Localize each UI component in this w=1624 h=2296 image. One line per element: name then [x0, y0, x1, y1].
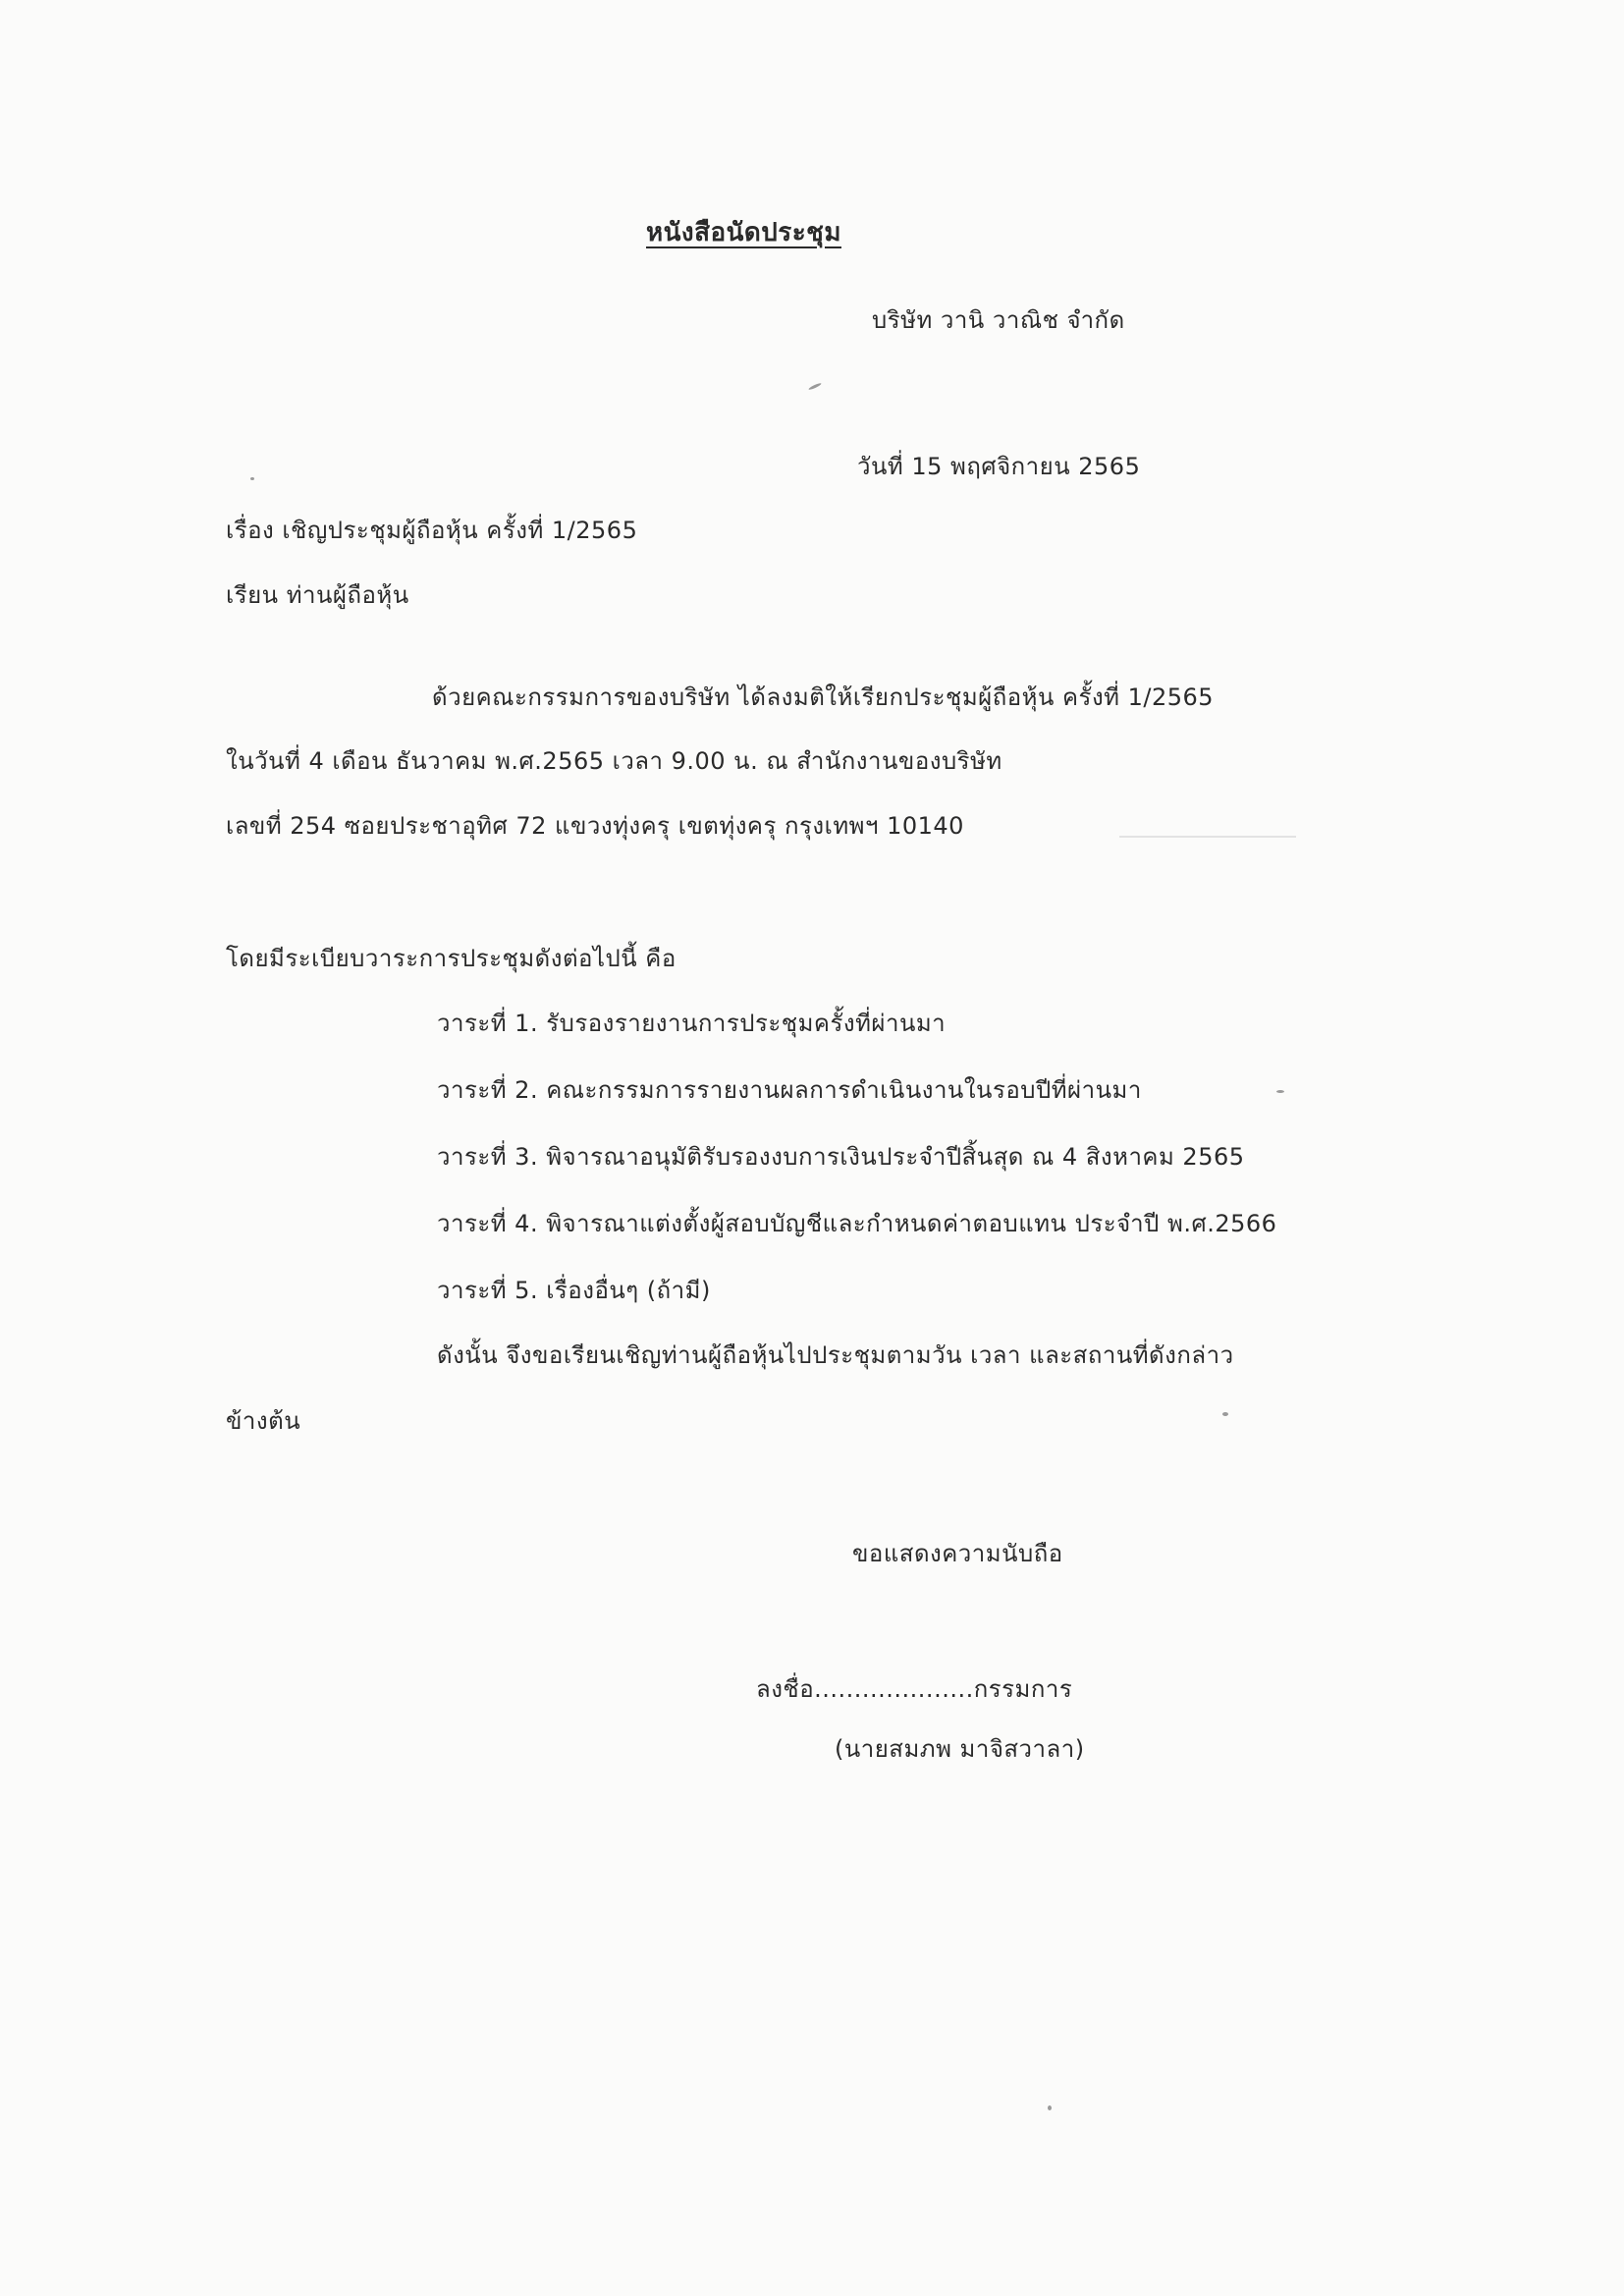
letter-recipient: เรียน ท่านผู้ถือหุ้น [226, 581, 409, 609]
body-paragraph-line-1: ด้วยคณะกรรมการของบริษัท ได้ลงมติให้เรียกประชุมผู้ถือหุ้น ครั้งที่ 1/2565 [432, 683, 1215, 711]
regards: ขอแสดงความนับถือ [852, 1540, 1063, 1567]
letter-title: หนังสือนัดประชุม [646, 218, 841, 247]
scan-speck [1276, 1090, 1284, 1093]
body-paragraph-line-2: ในวันที่ 4 เดือน ธันวาคม พ.ศ.2565 เวลา 9.00 น. ณ สำนักงานของบริษัท [226, 747, 1002, 775]
agenda-item-2: วาระที่ 2. คณะกรรมการรายงานผลการดำเนินงานในรอบปีที่ผ่านมา [437, 1076, 1142, 1104]
closing-line-2: ข้างต้น [226, 1407, 301, 1435]
agenda-item-4: วาระที่ 4. พิจารณาแต่งตั้งผู้สอบบัญชีและกำหนดค่าตอบแทน ประจำปี พ.ศ.2566 [437, 1210, 1277, 1237]
scan-speck [808, 382, 822, 391]
scan-streak [1119, 836, 1296, 838]
body-paragraph-line-3: เลขที่ 254 ซอยประชาอุทิศ 72 แขวงทุ่งครุ เขตทุ่งครุ กรุงเทพฯ 10140 [226, 812, 964, 840]
letter-subject: เรื่อง เชิญประชุมผู้ถือหุ้น ครั้งที่ 1/2565 [226, 517, 638, 544]
agenda-item-5: วาระที่ 5. เรื่องอื่นๆ (ถ้ามี) [437, 1277, 711, 1304]
agenda-item-3: วาระที่ 3. พิจารณาอนุมัติรับรองงบการเงินประจำปีสิ้นสุด ณ 4 สิงหาคม 2565 [437, 1143, 1245, 1171]
signature-line: ลงชื่อ....................กรรมการ [756, 1675, 1073, 1703]
scan-speck [250, 477, 254, 480]
agenda-item-1: วาระที่ 1. รับรองรายงานการประชุมครั้งที่ผ่านมา [437, 1010, 947, 1037]
signer-name: (นายสมภพ มาจิสวาลา) [835, 1735, 1085, 1763]
company-name: บริษัท วานิ วาณิช จำกัด [872, 306, 1125, 334]
letter-date: วันที่ 15 พฤศจิกายน 2565 [857, 453, 1141, 480]
scan-speck [1222, 1412, 1228, 1416]
scan-speck [1048, 2105, 1052, 2110]
closing-line-1: ดังนั้น จึงขอเรียนเชิญท่านผู้ถือหุ้นไปประชุมตามวัน เวลา และสถานที่ดังกล่าว [437, 1341, 1234, 1369]
agenda-intro: โดยมีระเบียบวาระการประชุมดังต่อไปนี้ คือ [226, 945, 677, 972]
